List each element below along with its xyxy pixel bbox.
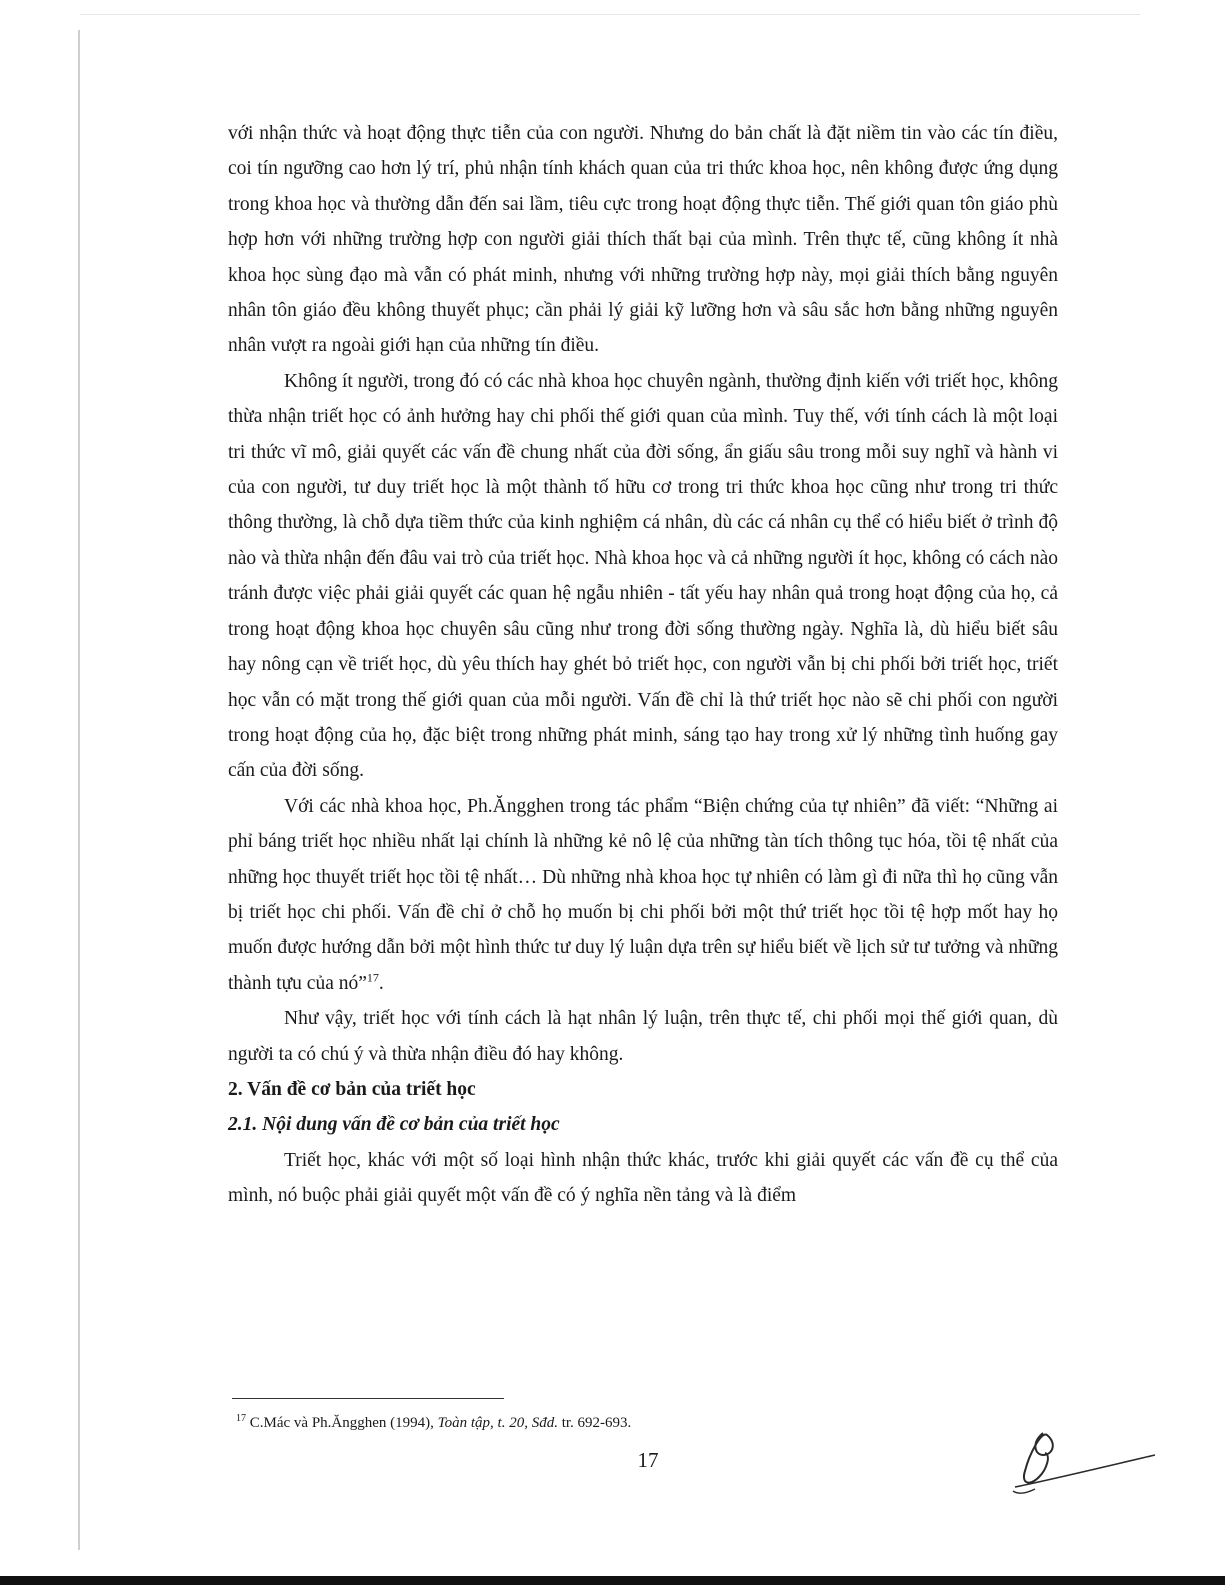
scan-edge-top: [80, 14, 1140, 15]
engels-quote-tail: .: [378, 972, 384, 994]
footnote: [236, 1408, 631, 1434]
paragraph-philosophy-influence: Không ít người, trong đó có các nhà khoa học chuyên ngành, thường định kiến với triết học, không thừa nhận triết học có ảnh hưởng hay chi phối thế giới quan của mình. Tuy thế, với tính cách là một loại tri thức vĩ mô, giải quyết các vấn đề chung nhất của đời sống, ẩn giấu sâu trong mỗi suy nghĩ và hành vi của con người, tư duy triết học là một thành tố hữu cơ trong tri thức khoa học cũng như trong tri thức thông thường, là chỗ dựa tiềm thức của kinh nghiệm cá nhân, dù các cá nhân cụ thể có hiểu biết ở trình độ nào và thừa nhận đến đâu vai trò của triết học. Nhà khoa học và cả những người ít học, không có cách nào tránh được việc phải giải quyết các quan hệ ngẫu nhiên - tất yếu hay nhân quả trong hoạt động của họ, cả trong hoạt động khoa học chuyên sâu cũng như trong đời sống thường ngày. Nghĩa là, dù hiểu biết sâu hay nông cạn về triết học, dù yêu thích hay ghét bỏ triết học, con người vẫn bị chi phối bởi triết học, triết học vẫn có mặt trong thế giới quan của mỗi người. Vấn đề chỉ là thứ triết học nào sẽ chi phối con người trong hoạt động của họ, đặc biệt trong những phát minh, sáng tạo hay trong xử lý những tình huống gay cấn của đời sống.: [228, 370, 1058, 782]
paragraph-continuation: với nhận thức và hoạt động thực tiễn của con người. Nhưng do bản chất là đặt niềm tin vào các tín điều, coi tín ngưỡng cao hơn lý trí, phủ nhận tính khách quan của tri thức khoa học, nên không được ứng dụng trong khoa học và thường dẫn đến sai lầm, tiêu cực trong hoạt động thực tiễn. Thế giới quan tôn giáo phù hợp hơn với những trường hợp con người giải thích thất bại của mình. Trên thực tế, cũng không ít nhà khoa học sùng đạo mà vẫn có phát minh, nhưng với những trường hợp này, mọi giải thích bằng nguyên nhân tôn giáo đều không thuyết phục; cần phải lý giải kỹ lưỡng hơn và sâu sắc hơn bằng những nguyên nhân vượt ra ngoài giới hạn của những tín điều.: [228, 123, 1058, 357]
subsection-heading: 2.1. Nội dung vấn đề cơ bản của triết học: [228, 1114, 560, 1136]
paragraph-basic-question: Triết học, khác với một số loại hình nhận thức khác, trước khi giải quyết các vấn đề cụ thể của mình, nó buộc phải giải quyết một vấn đề có ý nghĩa nền tảng và là điểm: [228, 1149, 1058, 1207]
page-number: 17: [637, 1448, 659, 1472]
paragraph-conclusion: Như vậy, triết học với tính cách là hạt nhân lý luận, trên thực tế, chi phối mọi thế giới quan, dù người ta có chú ý và thừa nhận điều đó hay không.: [228, 1008, 1058, 1065]
section-heading: 2. Vấn đề cơ bản của triết học: [228, 1078, 476, 1100]
footnote-text-start: C.Mác và Ph.Ăngghen (1994),: [249, 1415, 438, 1431]
footnote-text-italic: Toàn tập, t. 20, Sđd.: [437, 1415, 558, 1431]
paragraph-engels-quote: [228, 789, 1058, 1001]
footnote-text-end: tr. 692-693.: [557, 1415, 632, 1431]
engels-quote-text: Với các nhà khoa học, Ph.Ăngghen trong tác phẩm “Biện chứng của tự nhiên” đã viết: “Những ai phỉ báng triết học nhiều nhất lại chính là những kẻ nô lệ của những tàn tích thông tục hóa, tồi tệ nhất của những học thuyết triết học tồi tệ nhất… Dù những nhà khoa học tự nhiên có làm gì đi nữa thì họ cũng vẫn bị triết học chi phối. Vấn đề chỉ ở chỗ họ muốn bị chi phối bởi một thứ triết học tồi tệ hợp mốt hay họ muốn được hướng dẫn bởi một hình thức tư duy lý luận dựa trên sự hiểu biết về lịch sử tư tưởng và những thành tựu của nó”: [228, 795, 1058, 994]
footnote-reference[interactable]: 17: [366, 970, 379, 985]
scan-edge-bottom: [0, 1576, 1225, 1585]
page-body: [228, 116, 1058, 1214]
footnote-number: 17: [236, 1413, 246, 1424]
scan-edge-left: [78, 30, 80, 1550]
handwritten-signature: [1005, 1425, 1175, 1515]
footnote-divider: [232, 1398, 504, 1399]
